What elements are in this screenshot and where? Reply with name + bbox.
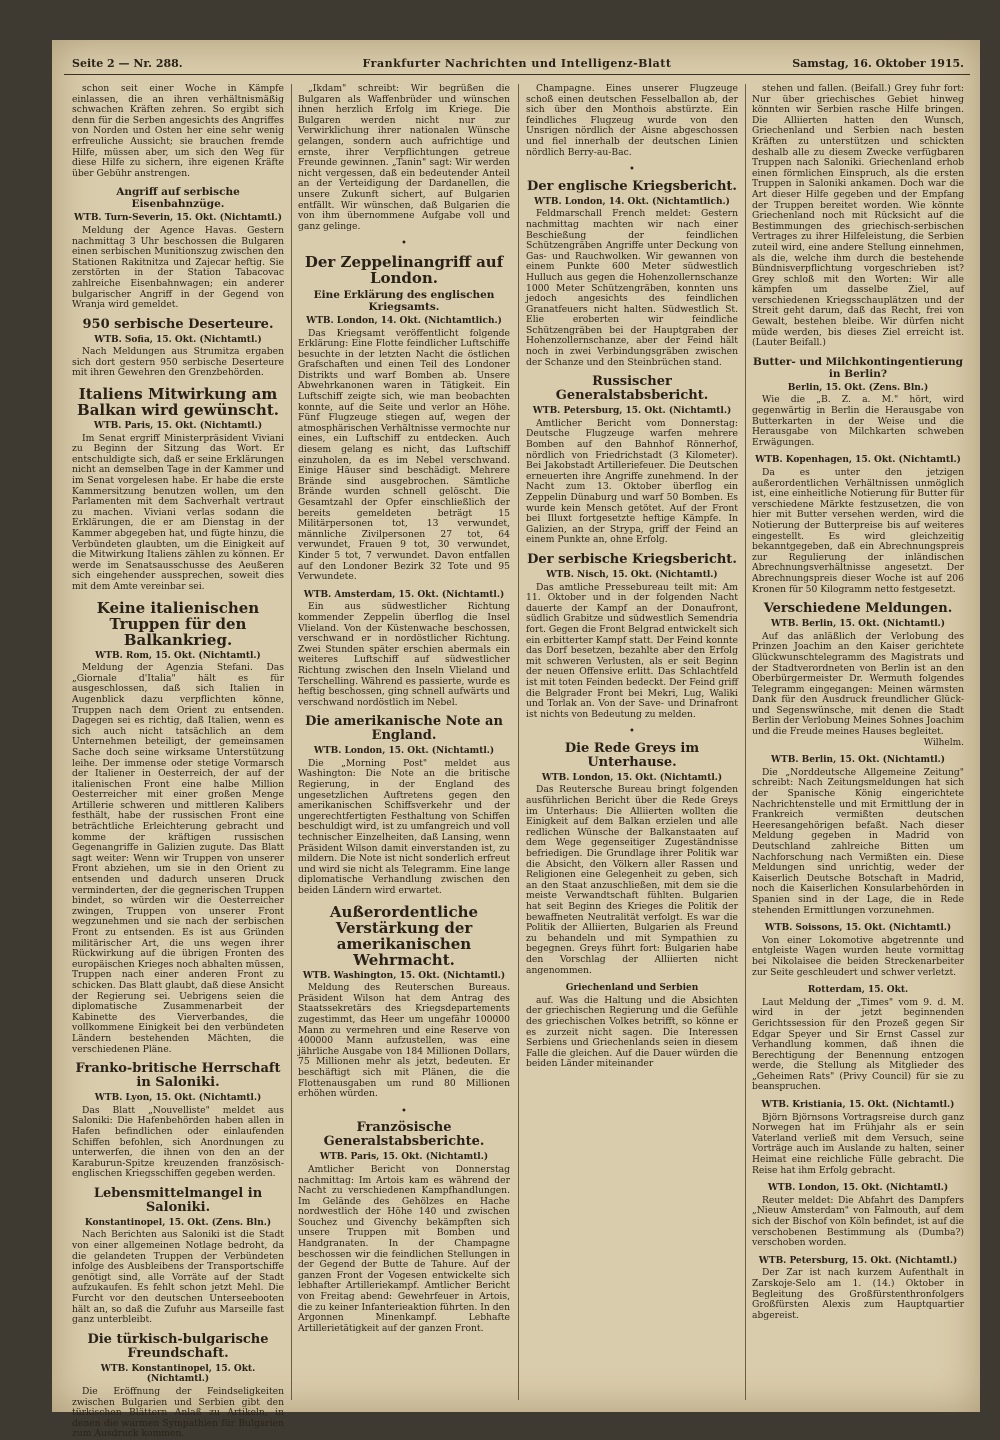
dateline: WTB. London, 15. Okt. (Nichtamtl.) bbox=[313, 746, 495, 757]
dateline: Konstantinopel, 15. Okt. (Zens. Bln.) bbox=[84, 1217, 272, 1228]
dateline: WTB. Nisch, 15. Okt. (Nichtamtl.) bbox=[546, 569, 718, 580]
dateline: WTB. Kopenhagen, 15. Okt. (Nichtamtl.) bbox=[755, 455, 961, 466]
article-body: Die „Morning Post" meldet aus Washington: Die Note an die britische Regierung, in der England des ungesetzlichen Auftretens gegen den amerikanischen Schiffsverkehr und der ungerechtfertigten Festhaltung von Schiffen beschuldigt wird, ist zu umfangreich und voll technischer Einzelheiten, daß Lansing, wenn Präsident Wilson damit einverstanden ist, zu mildern. Die Note ist nicht sonderlich erfreut und wird sie nicht als Telegramm. Eine lange diplomatische Verhandlung zwischen den beiden Ländern wird erwartet. bbox=[298, 757, 510, 896]
article bbox=[752, 923, 964, 978]
column-3 bbox=[526, 84, 738, 1400]
dateline: WTB. Soissons, 15. Okt. (Nichtamtl.) bbox=[764, 923, 952, 934]
article-body: Da es unter den jetzigen außerordentlichen Verhältnissen unmöglich ist, eine einheitliche Notierung für Butter für verschiedene Märkte festzusetzen, die von hier mit Butter versehen werden, wird die Notierung der Butterpreise bis auf weiteres eingestellt. Es wird gleichzeitig bekanntgegeben, daß ein Abrechnungspreis zur Regulierung der inländischen Abrechnungsverhältnisse angesetzt. Der Abrechnungspreis dieser Woche ist auf 206 Kronen für 50 Kilogramm netto festgesetzt. bbox=[752, 467, 964, 595]
article-body: Das amtliche Pressebureau teilt mit: Am 11. Oktober und in der folgenden Nacht dauerte der Kampf an der Donaufront, südlich Grabitze und südwestlich Semendria fort. Gegen die Front Belgrad entwickelt sich ein erbitterter Kampf statt. Der Feind konnte das Dorf besetzen, bezahlte aber den Erfolg mit schweren Verlusten, als er seit Beginn der neuen Offensive erlitt. Das Schlachtfeld ist mit toten Feinden bedeckt. Der Feind griff die Belgrader Front bei Mekri, Lug, Waliki und Torlak an. Von der Save- und Drinafront ist nichts von Bedeutung zu melden. bbox=[526, 581, 738, 720]
article-headline: Angriff auf serbische Eisenbahnzüge. bbox=[116, 186, 240, 211]
article-headline: Butter- und Milchkontingentierung in Berlin? bbox=[752, 355, 964, 380]
dateline: WTB. Berlin, 15. Okt. (Nichtamtl.) bbox=[770, 755, 946, 766]
article-body: Ein aus südwestlicher Richtung kommender Zeppelin überflog die Insel Vlieland. Von der Küstenwache beschossen, verschwand er in nordöstlicher Richtung. Zwei Stunden später erschien abermals ein weiteres Luftschiff auf südwestlicher Richtung zwischen den Inseln Vlieland und Terschelling. Während es passierte, wurde es heftig beschossen, ging schnell aufwärts und verschwand nordöstlich im Nebel. bbox=[298, 601, 510, 708]
dateline: WTB. Berlin, 15. Okt. (Nichtamtl.) bbox=[770, 619, 946, 630]
article bbox=[298, 254, 510, 583]
article bbox=[72, 386, 284, 593]
article bbox=[298, 904, 510, 1100]
dateline: WTB. Turn-Severin, 15. Okt. (Nichtamtl.) bbox=[74, 213, 282, 224]
article-body: Das Reutersche Bureau bringt folgenden ausführlichen Bericht über die Rede Greys im Unterhaus: Die Alliierten wollten die Einigkeit auf dem Balkan erzielen und alle redlichen Wünsche der Balkanstaaten auf dem Wege gegenseitiger Zugeständnisse befriedigen. Die Grundlage ihrer Politik war die Absicht, den Völkern aller Rassen und Religionen eine Gelegenheit zu geben, sich an den Staat anzuschließen, mit dem sie die meiste Verwandtschaft fühlten. Bulgarien hat seit Beginn des Krieges die Politik der bewaffneten Neutralität verfolgt. Es war die Politik der Alliierten, Bulgarien als Freund zu behandeln und mit Sympathien zu begegnen. Greys führt fort: Bulgarien habe den Vorschlag der Alliierten nicht angenommen. bbox=[526, 784, 738, 976]
article-body: Auf das anläßlich der Verlobung des Prinzen Joachim an den Kaiser gerichtete Glückwunschtelegramm des Magistrats und der Stadtverordneten von Berlin ist an den Oberbürgermeister Dr. Wermuth folgendes Telegramm eingegangen: Meinen wärmsten Dank für den Ausdruck freundlicher Glück- und Segenswünsche, mit denen die Stadt Berlin der Verlobung Meines Sohnes Joachim und die Freude meines Hauses begleitet. bbox=[752, 630, 964, 738]
article-body: Meldung des Reuterschen Bureaus. Präsident Wilson hat dem Antrag des Staatssekretärs des Kriegsdepartements zugestimmt, das Heer um ungefähr 100000 Mann zu vermehren und eine Reserve von 400000 Mann aufzustellen, was eine jährliche Ausgabe von 184 Millionen Dollars, 75 Millionen mehr als jetzt, bedeuten. Er beschäftigt sich mit Plänen, die die Flottenausgaben um rund 80 Millionen erhöhen würden. bbox=[298, 982, 510, 1100]
article-body: auf. Was die Haltung und die Absichten der griechischen Regierung und die Gefühle des griechischen Volkes betrifft, so könne er es zurzeit nicht sagen. Die Interessen Serbiens und Griechenlands seien in diesem Falle die gleichen. Auf die Dauer würden die beiden Länder miteinander bbox=[526, 994, 738, 1070]
article-headline: Lebensmittelmangel in Saloniki. bbox=[93, 1185, 263, 1215]
article-body: Feldmarschall French meldet: Gestern nachmittag machten wir nach einer Beschießung der feindlichen Schützengräben Angriffe unter Deckung von Gas- und Rauchwolken. Wir gewannen von einem Punkte 600 Meter südwestlich Hulluch aus gegen die Hohenzollernschanze 1000 Meter Schützengräben, konnten uns jedoch angesichts des feindlichen Granatfeuers nicht halten. Südwestlich St. Elie eroberten wir feindliche Schützengräben bei der Hauptgraben der Hohenzollernschanze, aber der Feind hält noch in zwei Verbindungsgräben zwischen der Schanze und den Steinbrüchen stand. bbox=[526, 208, 738, 368]
article bbox=[526, 742, 738, 976]
section-divider: • bbox=[401, 238, 407, 250]
article-body: Von einer Lokomotive abgetrennte und entgleiste Wagen wurden heute vormittag bei Nikolaisee die beiden Streckenarbeiter zur Seite geschleudert und schwer verletzt. bbox=[752, 934, 964, 978]
article bbox=[752, 1256, 964, 1322]
dateline: WTB. Amsterdam, 15. Okt. (Nichtamtl.) bbox=[303, 589, 505, 600]
column-rule bbox=[745, 84, 746, 1400]
article-continuation bbox=[298, 84, 510, 232]
article-body: Der Zar ist nach kurzem Aufenthalt in Zarskoje-Selo am 1. (14.) Oktober in Begleitung des Großfürstenthronfolgers Großfürsten Alexis zum Hauptquartier abgereist. bbox=[752, 1267, 964, 1321]
article-headline: Franko-britische Herrschaft in Saloniki. bbox=[75, 1061, 281, 1091]
article bbox=[526, 983, 738, 1070]
dateline: Rotterdam, 15. Okt. bbox=[807, 985, 909, 996]
dateline: WTB. Paris, 15. Okt. (Nichtamtl.) bbox=[319, 1152, 489, 1163]
article-headline: Italiens Mitwirkung am Balkan wird gewünscht. bbox=[77, 385, 279, 420]
article bbox=[72, 600, 284, 1056]
article-body: Das Blatt „Nouvelliste" meldet aus Saloniki: Die Hafenbehörden haben allen in Hafen befindlichen oder einlaufenden Schiffen befohlen, sich Anordnungen zu unterwerfen, die ihnen von den an der Karaburun-Spitze kreuzenden französisch-englischen Kriegsschiffen gegeben werden. bbox=[72, 1104, 284, 1180]
article-body: Amtlicher Bericht von Donnerstag nachmittag: Im Artois kam es während der Nacht zu verschiedenen Kampfhandlungen. Im Gelände des Gehölzes en Hache nordwestlich der Höhe 140 und zwischen Souchez und Givenchy bekämpften sich unsere Truppen mit Bomben und Handgranaten. In der Champagne beschossen wir die feindlichen Stellungen in der Gegend der Butte de Tahure. Auf der ganzen Front der Vogesen entwickelte sich lebhafter Artilleriekampf. Amtlicher Bericht von Freitag abend: Gewehrfeuer in Artois, die zu keiner Infanterieaktion führten. In den Argonnen Minenkampf. Lebhafte Artillerietätigkeit auf der ganzen Front. bbox=[298, 1163, 510, 1334]
column-2 bbox=[298, 84, 510, 1400]
article-body: Reuter meldet: Die Abfahrt des Dampfers „Nieuw Amsterdam" von Falmouth, auf dem sich der Bischof von Köln befindet, ist auf die verschobenen Bestimmung als (Dumba?) verschoben worden. bbox=[752, 1194, 964, 1249]
article bbox=[72, 1333, 284, 1440]
article-body: Die „Norddeutsche Allgemeine Zeitung" schreibt: Nach Zeitungsmeldungen hat sich der Spanische König eingerichtete Nachrichtenstelle und mit Ermittlung der in Frankreich vermißten deutschen Heeresangehörigen befaßt. Nach dieser Meldung gegeben in Madrid von Deutschland zahlreiche Bitten um Nachforschung nach Vermißten ein. Diese Meldungen sind unrichtig, weder der Kaiserlich Deutsche Botschaft in Madrid, noch die Kaiserlichen Konsularbehörden in Spanien sind in der Lage, die in Rede stehenden Ermittlungen vorzunehmen. bbox=[752, 766, 964, 916]
article-headline: Verschiedene Meldungen. bbox=[763, 601, 953, 617]
article-body: Die Eröffnung der Feindseligkeiten zwischen Bulgarien und Serbien gibt den türkischen Blättern Anlaß zu Artikeln, in denen die warmen Sympathien für Bulgarien zum Ausdruck kommen. bbox=[72, 1386, 284, 1440]
article-body: Björn Björnsons Vortragsreise durch ganz Norwegen hat im Frühjahr als er sein Vaterland verließ mit dem Versuch, seine Vorträge auch im Auslande zu halten, seiner Heimat eine reichliche Fülle gebracht. Die Reise hat ihm Erfolg gebracht. bbox=[752, 1111, 964, 1176]
article bbox=[752, 1183, 964, 1249]
article bbox=[298, 1121, 510, 1334]
section-divider: • bbox=[629, 164, 635, 176]
article-body: Laut Meldung der „Times" vom 9. d. M. wird in der jetzt beginnenden Gerichtssession für den Prozeß gegen Sir Edgar Speyer und Sir Ernst Cassel zur Verhandlung kommen, daß ihnen die Berechtigung der Benennung entzogen werde, die Stellung als Mitglieder des „Geheimen Rats" (Privy Council) für sie zu beanspruchen. bbox=[752, 996, 964, 1093]
column-rule bbox=[291, 84, 292, 1400]
article-headline: Der serbische Kriegsbericht. bbox=[527, 551, 737, 567]
article bbox=[752, 455, 964, 595]
article-headline: Der Zeppelinangriff auf London. bbox=[304, 252, 504, 287]
article bbox=[526, 553, 738, 720]
article-body: Wie die „B. Z. a. M." hört, wird gegenwärtig in Berlin die Herausgabe von Butterkarten in der Weise und die Herausgabe von Milchkarten schweben Erwägungen. bbox=[752, 394, 964, 448]
article bbox=[298, 590, 510, 709]
article-headline: Der englische Kriegsbericht. bbox=[527, 178, 737, 194]
article-body: Meldung der Agenzia Stefani. Das „Giornale d'Italia" hält es für ausgeschlossen, daß sich Italien in Augenblick dazu verpflichten könne, Truppen nach dem Orient zu entsenden. Dagegen sei es richtig, daß Italien, wenn es sich auch nicht tatsächlich an dem Unternehmen beteiligt, der gemeinsamen Sache doch seine wirksame Unterstützung leihe. Der immense oder stetige Vormarsch der Italiener in Oesterreich, der auf der italienischen Front eine halbe Million Oesterreicher mit einer großen Menge Artillerie schweren und mittleren Kalibers festhält, habe der russischen Front eine beträchtliche Erleichterung gebracht und komme der kräftigen russischen Gegenangriffe in Galizien zugute. Das Blatt sagt weiter: Wenn wir Truppen von unserer Front abziehen, um sie in den Orient zu entsenden und dadurch unseren Druck verminderten, der die gegnerischen Truppen bindet, so würden wir die Oesterreicher zwingen, Truppen von unserer Front wegzunehmen und sie nach der serbischen Front zu entsenden. Es ist aus Gründen militärischer Art, die uns wegen ihrer Rückwirkung auf die übrigen Fronten des europäischen Krieges noch abhalten müssen, Truppen nach einer anderen Front zu schicken. Das Blatt glaubt, daß diese Ansicht der Regierung sei. Uebrigens seien die diplomatische Zusammenarbeit der Kabinette des Vierverbandes, die vollkommene Einigkeit bei den verbündeten Ländern bestehenden Mächten, die verschiedenen Pläne. bbox=[72, 662, 284, 1055]
article bbox=[752, 602, 964, 748]
article-continuation bbox=[526, 84, 738, 158]
article-headline: Keine italienischen Truppen für den Balkankrieg. bbox=[96, 598, 260, 649]
article bbox=[752, 356, 964, 449]
article-body: Im Senat ergriff Ministerpräsident Viviani zu Beginn der Sitzung das Wort. Er entschuldigte sich, daß er seine Erklärungen nicht an demselben Tage in der Kammer und im Senat vorgelesen habe. Er habe die erste Kammersitzung benutzen wollen, um den Parlamenten mit dem Sachverhalt vertraut zu machen. Viviani verlas sodann die Erklärungen, die er am Dienstag in der Kammer abgegeben hat, und fügte hinzu, die Verbündeten glaubten, um die Einigkeit auf die Mitwirkung Italiens zählen zu können. Er werde im Senatsausschusse des Aeußeren sich eingehender aussprechen, soweit dies mit dem Amte vereinbar sei. bbox=[72, 432, 284, 592]
article-headline: Außerordentliche Verstärkung der amerikanischen Wehrmacht. bbox=[329, 902, 479, 969]
article-headline: Die amerikanische Note an England. bbox=[305, 714, 503, 744]
article bbox=[752, 985, 964, 1093]
dateline: WTB. Petersburg, 15. Okt. (Nichtamtl.) bbox=[532, 406, 732, 417]
article-body: Das Kriegsamt veröffentlicht folgende Erklärung: Eine Flotte feindlicher Luftschiffe besuchte in der letzten Nacht die östlichen Grafschaften und einen Teil des Londoner Distrikts und warf Bomben ab. Unsere Abwehrkanonen waren in Tätigkeit. Ein Luftschiff zeigte sich, wie man beobachten konnte, auf die Seite und verlor an Höhe. Fünf Flugzeuge stiegen auf, wegen der atmosphärischen Verhältnisse vermochte nur eines, ein Luftschiff zu entdecken. Auch diesem gelang es nicht, das Luftschiff einzuholen, da es im Nebel verschwand. Einige Häuser sind beschädigt. Mehrere Brände sind ausgebrochen. Sämtliche Brände wurden schnell gelöscht. Die Gesamtzahl der Opfer einschließlich der bereits gemeldeten beträgt 15 Militärpersonen tot, 13 verwundet, männliche Zivilpersonen 27 tot, 64 verwundet, Frauen 9 tot, 30 verwundet, Kinder 5 tot, 7 verwundet. Davon entfallen auf den Londoner Bezirk 32 Tote und 95 Verwundete. bbox=[298, 327, 510, 583]
article-continuation bbox=[752, 84, 964, 349]
article bbox=[72, 186, 284, 310]
dateline: WTB. London, 14. Okt. (Nichtamtlich.) bbox=[534, 196, 730, 207]
article bbox=[298, 715, 510, 896]
dateline: Berlin, 15. Okt. (Zens. Bln.) bbox=[787, 382, 929, 393]
section-divider: • bbox=[401, 1105, 407, 1117]
article-subheadline: Griechenland und Serbien bbox=[565, 983, 699, 994]
signature: Wilhelm. bbox=[923, 737, 964, 748]
article-headline: Russischer Generalstabsbericht. bbox=[555, 374, 709, 404]
section-divider: • bbox=[629, 726, 635, 738]
dateline: WTB. Konstantinopel, 15. Okt. (Nichtamtl.) bbox=[100, 1363, 256, 1385]
dateline: WTB. Sofia, 15. Okt. (Nichtamtl.) bbox=[94, 334, 262, 345]
article bbox=[752, 1100, 964, 1176]
column-rule bbox=[518, 84, 519, 1400]
article-body: Meldung der Agence Havas. Gestern nachmittag 3 Uhr beschossen die Bulgaren einen serbischen Munitionszug zwischen den Stationen Rakitnitza und Zajecar heftig. Sie zerstörten in der Station Tabacovac zahlreiche Eisenbahnwagen; ein anderer bulgarischer Angriff in der Gegend von Wranja wird gemeldet. bbox=[72, 224, 284, 311]
article-body: Nach Meldungen aus Strumitza ergaben sich dort gestern 950 serbische Deserteure mit ihren Gewehren den Grenzbehörden. bbox=[72, 346, 284, 379]
dateline: WTB. Washington, 15. Okt. (Nichtamtl.) bbox=[302, 970, 506, 981]
article bbox=[526, 180, 738, 369]
article bbox=[72, 1187, 284, 1326]
article-body: „Ikdam" schreibt: Wir begrüßen die Bulgaren als Waffenbrüder und wünschen ihnen herzlich Erfolg im Kriege. Die Bulgaren werden nicht nur zur Verwirklichung ihrer nationalen Wünsche gelangen, sondern auch aufrichtige und ernste, ihrer Verpflichtungen getreue Freunde gewinnen. „Tanin" sagt: Wir werden nicht vergessen, daß ein bedeutender Anteil an der Verteidigung der Dardanellen, die unsere Zukunft sichert, auf Bulgarien entfällt. Wir wünschen, daß Bulgarien die von ihm übernommene Aufgabe voll und ganz gelinge. bbox=[298, 83, 510, 232]
dateline: WTB. Rom, 15. Okt. (Nichtamtl.) bbox=[95, 650, 261, 661]
page-header bbox=[64, 54, 970, 75]
article-headline: 950 serbische Deserteure. bbox=[82, 316, 274, 332]
article-continuation bbox=[72, 84, 284, 179]
article-body: stehen und fallen. (Beifall.) Grey fuhr fort: Nur über griechisches Gebiet hinweg könnten wir Serbien rasche Hilfe bringen. Die Alliierten hatten den Wunsch, Griechenland und Serbien nach besten Kräften zu unterstützen und schickten deshalb alle zu diesem Zwecke verfügbaren Truppen nach Saloniki. Griechenland erhob einen förmlichen Einspruch, als die ersten Truppen in Saloniki ankamen. Doch war die Art dieser Hilfe gegeben und der Empfang der Truppen bereitet worden. Wie könnte Griechenland noch mit Rücksicht auf die Bestimmungen des griechisch-serbischen Vertrages zu ihrer Hilfeleistung, die Serbien zuteil wird, eine andere Stellung einnehmen, als die, welche ihm durch die bestehende Bündnisverpflichtung vorgeschrieben ist? Grey schloß mit den Worten: Wir alle kämpfen um dasselbe Ziel, auf verschiedenen Kriegsschauplätzen und der Streit geht darum, daß das Recht, frei von Gewalt, bestehen bleibe. Wir dürfen nicht müde werden, bis dieses Ziel erreicht ist. (Lauter Beifall.) bbox=[752, 83, 964, 349]
article-body: Champagne. Eines unserer Flugzeuge schoß einen deutschen Fesselballon ab, der sich über den Monthois abstürzte. Ein feindliches Flugzeug wurde von den Unsrigen nördlich der Aisne abgeschossen und fiel innerhalb der deutschen Linien nördlich Berry-au-Bac. bbox=[526, 83, 738, 158]
article bbox=[526, 375, 738, 546]
dateline: WTB. Petersburg, 15. Okt. (Nichtamtl.) bbox=[758, 1255, 958, 1266]
dateline: WTB. Paris, 15. Okt. (Nichtamtl.) bbox=[93, 421, 263, 432]
newspaper-page bbox=[52, 40, 980, 1440]
newspaper-title: Frankfurter Nachrichten und Intelligenz-Blatt bbox=[362, 57, 672, 70]
dateline: WTB. London, 14. Okt. (Nichtamtlich.) bbox=[306, 315, 502, 326]
article-body: Nach Berichten aus Saloniki ist die Stadt von einer allgemeinen Notlage bedroht, da die gelandeten Truppen der Verbündeten infolge des Ausbleibens der Transportschiffe genötigt sind, alle Vorräte auf der Stadt aufzukaufen. Es fehlt schon jetzt Mehl. Die Furcht vor den deutschen Unterseebooten hält an, so daß die Zufuhr aus Marseille fast ganz unterbleibt. bbox=[72, 1229, 284, 1326]
column-1 bbox=[72, 83, 284, 1440]
article-body: schon seit einer Woche in Kämpfe einlassen, die an ihren verhältnismäßig schwachen Kräften zehren. So ergibt sich denn für die Serben angesichts des Angriffes von Norden und Osten her eine sehr wenig erfreuliche Aussicht; sie brauchen fremde Hilfe, müssen aber, um sich den Weg für diese Hilfe zu sichern, ihre eigenen Kräfte über Gebühr anstrengen. bbox=[72, 83, 284, 179]
dateline: WTB. London, 15. Okt. (Nichtamtl.) bbox=[541, 772, 723, 783]
article bbox=[752, 755, 964, 916]
article bbox=[72, 318, 284, 379]
dateline: WTB. Kristiania, 15. Okt. (Nichtamtl.) bbox=[761, 1100, 955, 1111]
dateline: WTB. Lyon, 15. Okt. (Nichtamtl.) bbox=[94, 1093, 262, 1104]
issue-date: Samstag, 16. Oktober 1915. bbox=[792, 57, 964, 70]
article-headline: Die Rede Greys im Unterhause. bbox=[564, 740, 700, 770]
dateline: WTB. London, 15. Okt. (Nichtamtl.) bbox=[767, 1183, 949, 1194]
article-headline: Die türkisch-bulgarische Freundschaft. bbox=[87, 1331, 269, 1361]
article-subheadline: Eine Erklärung des englischen Kriegsamts. bbox=[313, 288, 495, 313]
column-4 bbox=[752, 84, 964, 1400]
article bbox=[72, 1062, 284, 1180]
page-number: Seite 2 — Nr. 288. bbox=[72, 57, 183, 70]
article-body: Amtlicher Bericht vom Donnerstag: Deutsche Flugzeuge warfen mehrere Bomben auf den Bahnhof Rönnerhof, nördlich von Friedrichstadt (3 Kilometer). Bei Jakobstadt Artilleriefeuer. Die Deutschen erneuerten ihre Angriffe zunehmend. In der Nacht zum 13. Oktober überflog ein Zeppelin Dünaburg und warf 50 Bomben. Es wurde kein Mensch getötet. Auf der Front bei Illuxt fortgesetzte heftige Kämpfe. In Galizien, an der Strypa, griff der Feind an einem Punkte an, ohne Erfolg. bbox=[526, 417, 738, 546]
article-headline: Französische Generalstabsberichte. bbox=[323, 1120, 485, 1150]
